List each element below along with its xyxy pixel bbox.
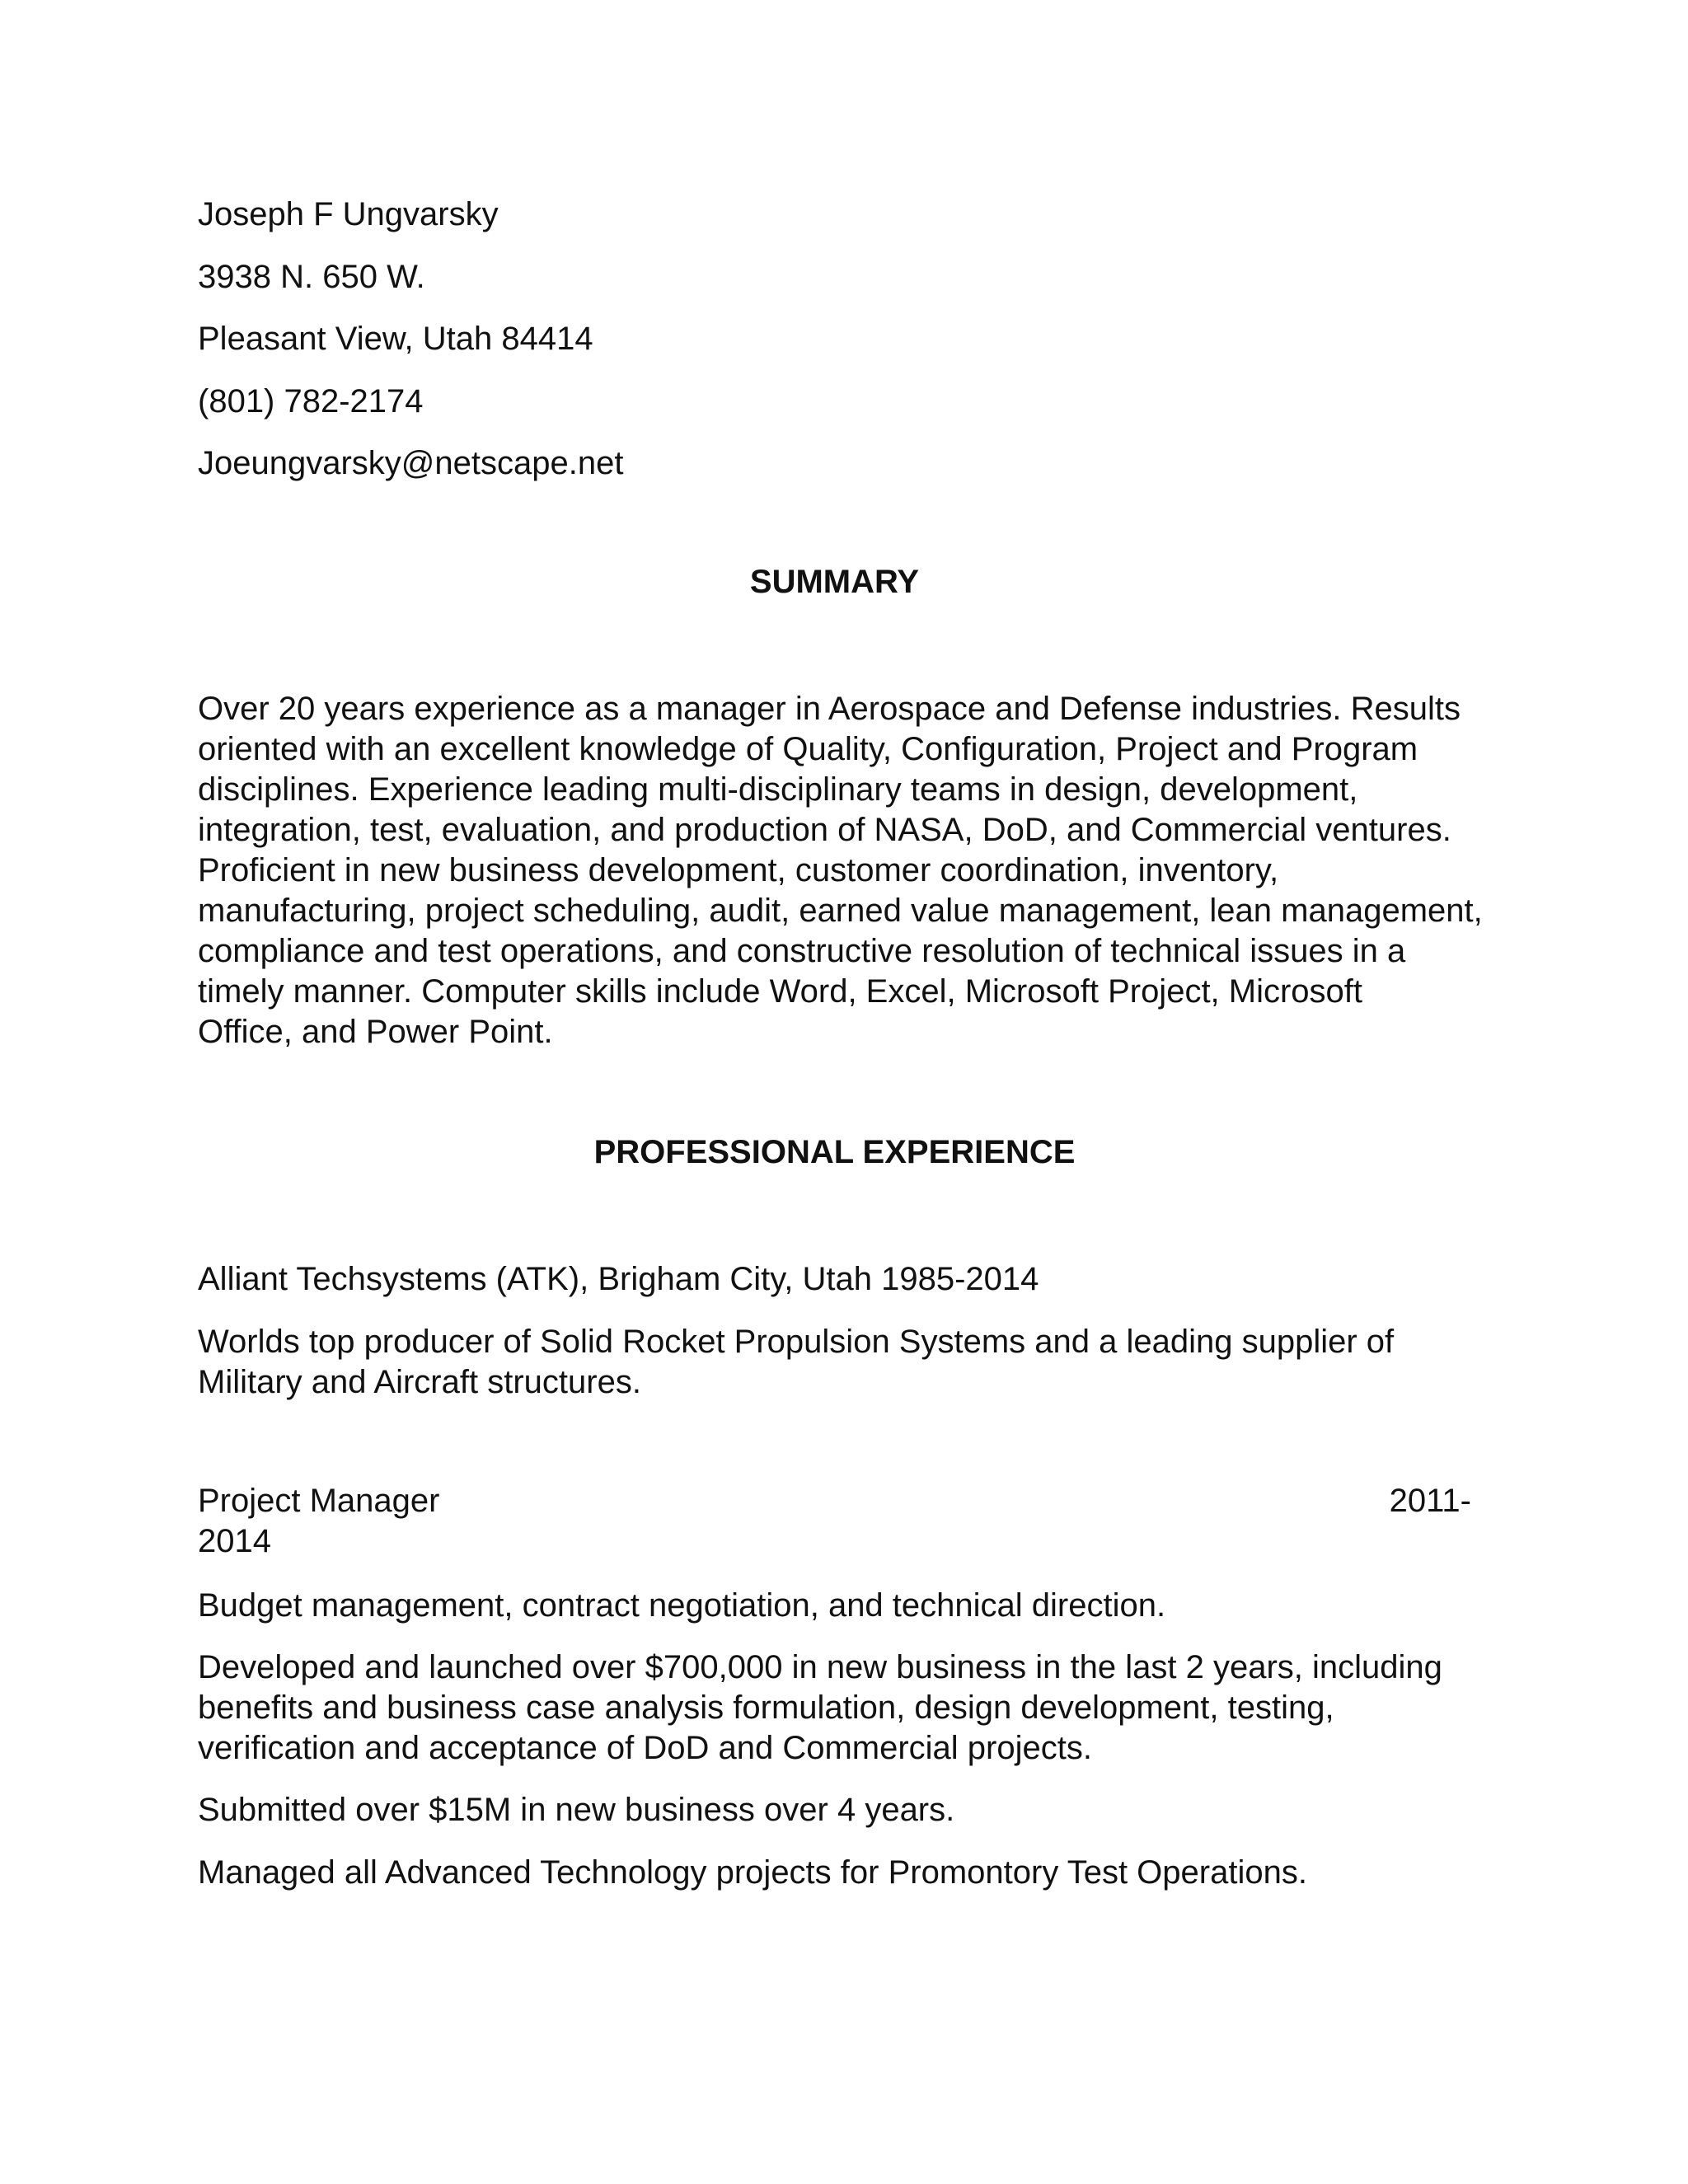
contact-street: 3938 N. 650 W. <box>198 259 425 295</box>
role-date-end: 2014 <box>198 1523 271 1559</box>
summary-line: manufacturing, project scheduling, audit, earned value management, lean management, <box>198 893 1483 929</box>
role-item-line: verification and acceptance of DoD and Commercial projects. <box>198 1730 1092 1766</box>
role-item-line: benefits and business case analysis formulation, design development, testing, <box>198 1690 1334 1726</box>
summary-heading: SUMMARY <box>749 564 920 600</box>
role-title: Project Manager <box>198 1483 440 1519</box>
employer-description <box>198 1322 1471 1403</box>
summary-line: compliance and test operations, and constructive resolution of technical issues in a <box>198 933 1406 969</box>
role-date-start: 2011- <box>1389 1483 1471 1519</box>
summary-line: oriented with an excellent knowledge of Quality, Configuration, Project and Program <box>198 731 1418 767</box>
role-item-line: Managed all Advanced Technology projects for Promontory Test Operations. <box>198 1854 1307 1891</box>
summary-line: timely manner. Computer skills include Word, Excel, Microsoft Project, Microsoft <box>198 973 1363 1010</box>
contact-email: Joeungvarsky@netscape.net <box>198 445 624 481</box>
role-item <box>198 1647 1471 1769</box>
role-item <box>198 1853 1471 1893</box>
summary-line: Proficient in new business development, customer coordination, inventory, <box>198 852 1279 888</box>
role-item <box>198 1586 1471 1626</box>
experience-heading: PROFESSIONAL EXPERIENCE <box>593 1134 1076 1170</box>
summary-line: integration, test, evaluation, and production of NASA, DoD, and Commercial ventures. <box>198 812 1451 848</box>
role-item-line: Developed and launched over $700,000 in new business in the last 2 years, including <box>198 1649 1442 1685</box>
employer-line: Alliant Techsystems (ATK), Brigham City, Utah 1985-2014 <box>198 1261 1039 1297</box>
role-item <box>198 1790 1471 1830</box>
summary-line: Over 20 years experience as a manager in Aerospace and Defense industries. Results <box>198 691 1461 727</box>
summary-line: disciplines. Experience leading multi-disciplinary teams in design, development, <box>198 771 1358 808</box>
contact-phone: (801) 782-2174 <box>198 383 424 419</box>
contact-name: Joseph F Ungvarsky <box>198 196 499 232</box>
contact-city-state-zip: Pleasant View, Utah 84414 <box>198 321 593 357</box>
employer-description-line: Military and Aircraft structures. <box>198 1364 641 1400</box>
role-item-line: Budget management, contract negotiation, and technical direction. <box>198 1587 1166 1624</box>
role-item-line: Submitted over $15M in new business over 4 years. <box>198 1792 955 1828</box>
summary-paragraph <box>198 689 1483 1052</box>
employer-description-line: Worlds top producer of Solid Rocket Propulsion Systems and a leading supplier of <box>198 1324 1395 1360</box>
summary-line: Office, and Power Point. <box>198 1014 553 1050</box>
